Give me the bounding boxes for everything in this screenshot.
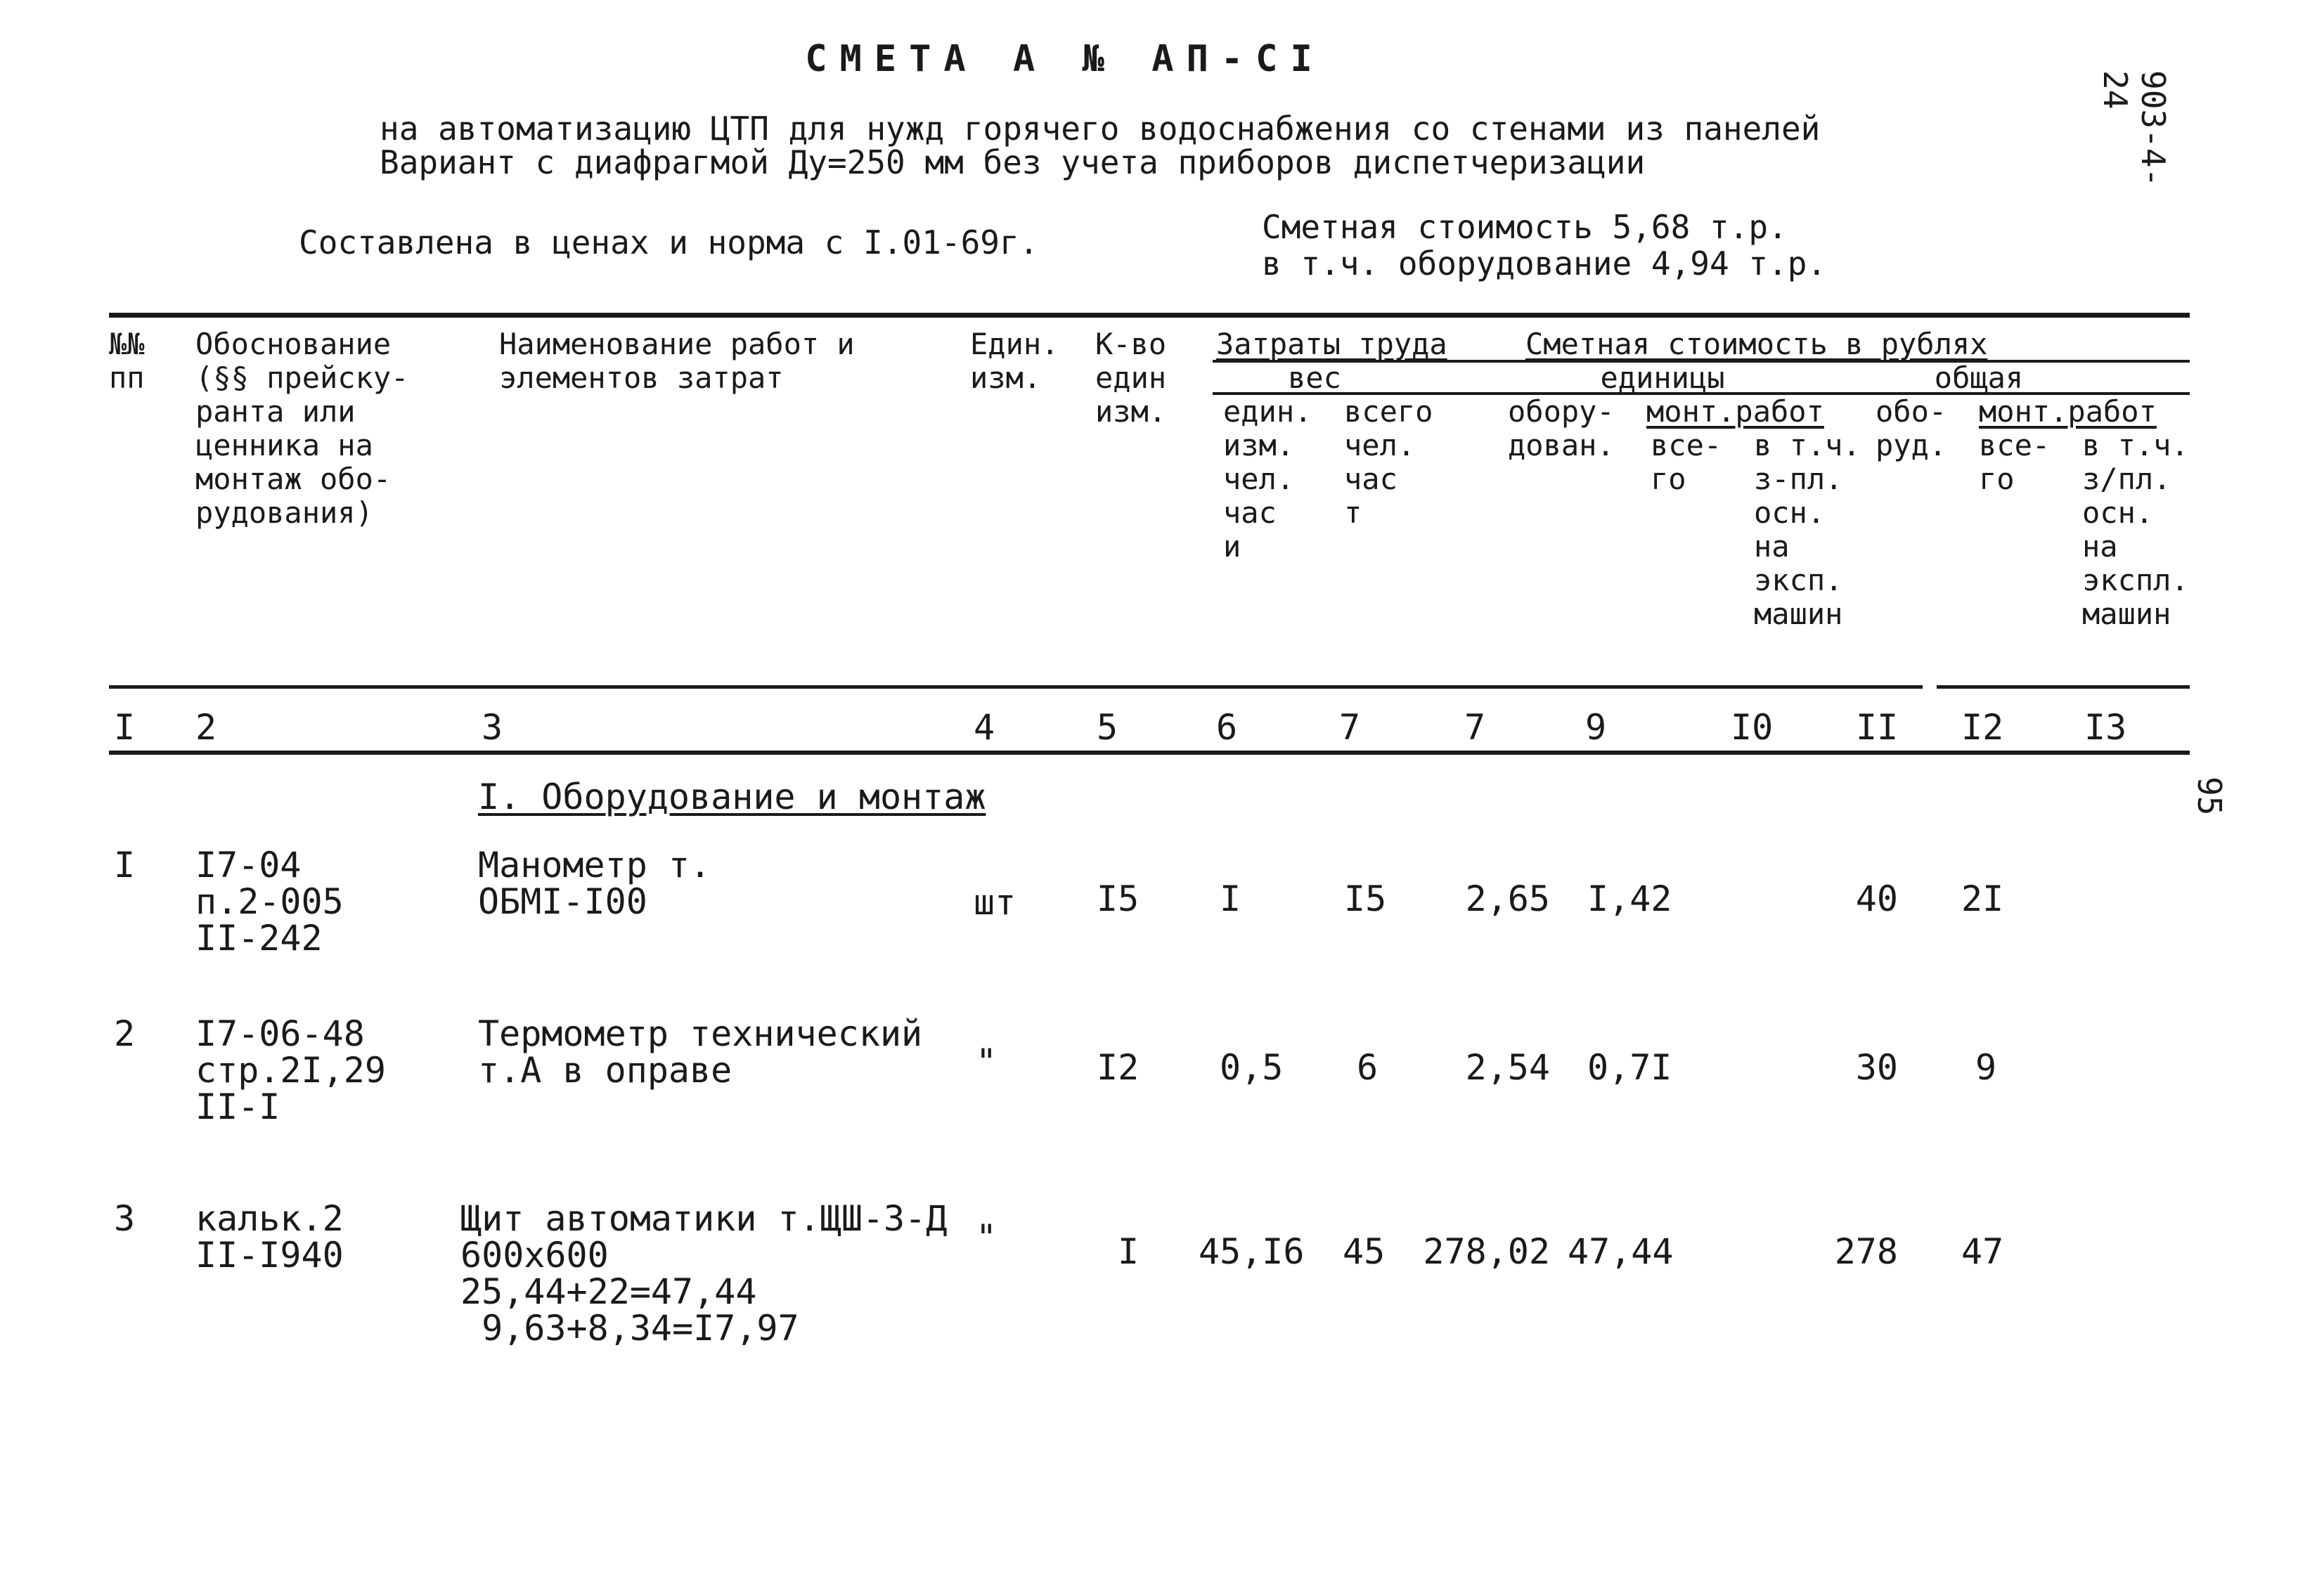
row-weight-total: I5	[1344, 878, 1387, 919]
col-header-weight-total: всего чел. час т	[1344, 394, 1433, 530]
subgroup-header-unit: единицы	[1600, 361, 1725, 395]
column-numbers-rule	[109, 751, 2190, 755]
row-unit: шт	[974, 882, 1016, 923]
col-header-mont-total-salary: в т.ч. з/пл. осн. на экспл. машин	[2082, 428, 2189, 631]
document-title: СМЕТА А № АП-СI	[805, 38, 1325, 80]
column-number: I	[114, 707, 136, 748]
equipment-cost: в т.ч. оборудование 4,94 т.р.	[1262, 245, 1827, 283]
column-number: 5	[1097, 707, 1118, 748]
row-equipment-total: 30	[1855, 1047, 1898, 1088]
column-number: I2	[1961, 707, 2004, 748]
col-header-weight-unit: един. изм. чел. час и	[1223, 394, 1312, 564]
row-name: Щит автоматики т.ЩШ-3-Д 600x600 25,44+22=47,44 9,63+8,34=I7,97	[460, 1198, 948, 1349]
header-bottom-rule-left	[109, 685, 1923, 689]
document-subtitle-line-2: Вариант с диафрагмой Ду=250 мм без учета приборов диспетчеризации	[380, 143, 1646, 181]
col-header-mont-all: все- го	[1651, 428, 1722, 496]
row-mont-price: 47,44	[1568, 1231, 1674, 1272]
document-subtitle-line-1: на автоматизацию ЦТП для нужд горячего водоснабжения со стенами из панелей	[380, 110, 1821, 148]
table-top-rule	[109, 313, 2190, 318]
row-equipment-price: 2,54	[1465, 1047, 1550, 1088]
row-mont-total: 47	[1961, 1231, 2004, 1272]
col-header-equipment: обору- дован.	[1508, 394, 1615, 462]
row-mont-total: 9	[1975, 1047, 1997, 1088]
row-number: I	[114, 845, 136, 885]
row-mont-price: 0,7I	[1587, 1047, 1672, 1088]
col-header-mont-total-all: все- го	[1979, 428, 2051, 496]
row-equipment-total: 278	[1834, 1231, 1898, 1272]
column-number: I0	[1731, 707, 1774, 748]
group-header-cost: Сметная стоимость в рублях	[1525, 327, 1988, 361]
estimated-cost: Сметная стоимость 5,68 т.р.	[1262, 208, 1788, 246]
row-quantity: I	[1118, 1231, 1140, 1272]
row-basis: кальк.2 II-I940	[195, 1198, 344, 1276]
column-number: 9	[1585, 707, 1607, 748]
section-title: I. Оборудование и монтаж	[478, 777, 986, 817]
row-number: 2	[114, 1013, 136, 1054]
column-number: 2	[195, 707, 217, 748]
col-header-quantity: К-во един изм.	[1095, 327, 1167, 429]
page-number: 95	[2190, 777, 2228, 816]
column-number: 4	[974, 707, 995, 748]
row-equipment-total: 40	[1855, 878, 1898, 919]
col-header-unit: Един. изм.	[970, 327, 1059, 395]
row-weight-total: 45	[1343, 1231, 1386, 1272]
subgroup-header-mont-unit: монт.работ	[1646, 394, 1824, 429]
document-code: 903-4-24	[2096, 70, 2172, 188]
row-quantity: I5	[1097, 878, 1140, 919]
row-weight-unit: 45,I6	[1199, 1231, 1305, 1272]
col-header-equipment-total: обо- руд.	[1876, 394, 1947, 462]
row-name: Термометр технический т.А в оправе	[478, 1013, 923, 1091]
row-basis: I7-04 п.2-005 II-242	[195, 845, 344, 959]
prices-basis: Составлена в ценах и норма с I.01-69г.	[299, 223, 1039, 261]
column-number: 3	[482, 707, 503, 748]
row-equipment-price: 2,65	[1465, 878, 1550, 919]
col-header-basis: Обоснование (§§ прейску- ранта или ценника на монтаж обо- рудования)	[195, 327, 409, 530]
column-number: I3	[2084, 707, 2127, 748]
row-weight-total: 6	[1357, 1047, 1379, 1088]
subgroup-header-total: общая	[1934, 361, 2024, 395]
row-quantity: I2	[1097, 1047, 1140, 1088]
col-header-name: Наименование работ и элементов затрат	[499, 327, 855, 395]
row-mont-price: I,42	[1587, 878, 1672, 919]
subgroup-header-mont-total: монт.работ	[1979, 394, 2157, 429]
col-header-number: №№ пп	[109, 327, 145, 395]
col-header-mont-salary: в т.ч. з-пл. осн. на эксп. машин	[1754, 428, 1861, 631]
row-mont-total: 2I	[1961, 878, 2004, 919]
column-number: 7	[1464, 707, 1486, 748]
row-name: Манометр т. ОБМI-I00	[478, 845, 711, 922]
subgroup-header-weight: вес	[1288, 361, 1341, 395]
row-equipment-price: 278,02	[1423, 1231, 1550, 1272]
row-number: 3	[114, 1198, 136, 1239]
row-weight-unit: I	[1220, 878, 1241, 919]
row-weight-unit: 0,5	[1220, 1047, 1284, 1088]
column-number: II	[1856, 707, 1899, 748]
header-bottom-rule-right	[1937, 685, 2190, 689]
row-unit: "	[976, 1041, 998, 1082]
row-unit: "	[976, 1217, 998, 1258]
column-number: 7	[1339, 707, 1361, 748]
row-basis: I7-06-48 стр.2I,29 II-I	[195, 1013, 386, 1127]
group-header-labor: Затраты труда	[1216, 327, 1447, 361]
column-number: 6	[1216, 707, 1238, 748]
